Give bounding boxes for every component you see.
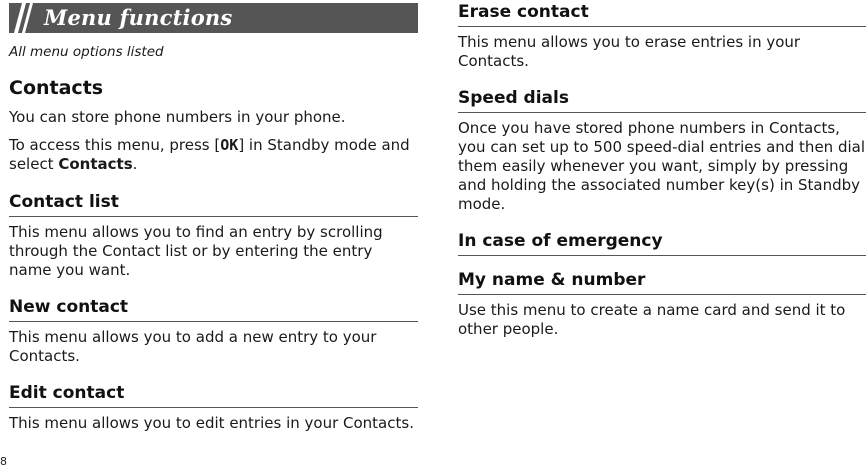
section-heading: My name & number bbox=[458, 270, 866, 295]
subtitle: All menu options listed bbox=[9, 44, 164, 60]
section-my-name-number bbox=[458, 270, 866, 339]
contacts-access-text bbox=[9, 136, 418, 174]
section-body: This menu allows you to find an entry by scrolling through the Contact list or by entering the entry name you want. bbox=[9, 223, 383, 279]
contacts-menu-label: Contacts bbox=[58, 155, 133, 173]
section-body: Once you have stored phone numbers in Contacts, you can set up to 500 speed-dial entries and then dial them easily whenever you want, simply by pressing and holding the associated number key(s) in Standby mode. bbox=[458, 119, 865, 213]
section-body: This menu allows you to edit entries in your Contacts. bbox=[9, 414, 414, 432]
contacts-intro: You can store phone numbers in your phone. bbox=[9, 108, 346, 126]
section-speed-dials bbox=[458, 88, 866, 214]
section-in-case-of-emergency bbox=[458, 231, 866, 256]
access-text-pre: To access this menu, press [ bbox=[9, 136, 221, 154]
section-banner bbox=[9, 3, 418, 33]
section-contact-list bbox=[9, 192, 418, 280]
right-column bbox=[458, 0, 866, 339]
section-body: This menu allows you to erase entries in your Contacts. bbox=[458, 33, 801, 70]
ok-key-label: OK bbox=[220, 136, 239, 154]
banner-title: Menu functions bbox=[44, 5, 233, 30]
section-heading: Erase contact bbox=[458, 2, 866, 27]
access-text-post: . bbox=[132, 155, 138, 173]
section-erase-contact bbox=[458, 2, 866, 71]
section-heading: New contact bbox=[9, 297, 418, 322]
section-new-contact bbox=[9, 297, 418, 366]
section-edit-contact bbox=[9, 383, 418, 433]
section-body: This menu allows you to add a new entry to your Contacts. bbox=[9, 328, 377, 365]
page-number: 8 bbox=[0, 455, 7, 468]
left-column bbox=[9, 0, 418, 433]
section-body: Use this menu to create a name card and send it to other people. bbox=[458, 301, 846, 338]
section-heading: Edit contact bbox=[9, 383, 418, 408]
section-heading: In case of emergency bbox=[458, 231, 866, 256]
access-text-mid: ] in Standby mode and select bbox=[9, 136, 410, 173]
section-heading: Speed dials bbox=[458, 88, 866, 113]
contacts-heading: Contacts bbox=[9, 77, 104, 99]
section-heading: Contact list bbox=[9, 192, 418, 217]
